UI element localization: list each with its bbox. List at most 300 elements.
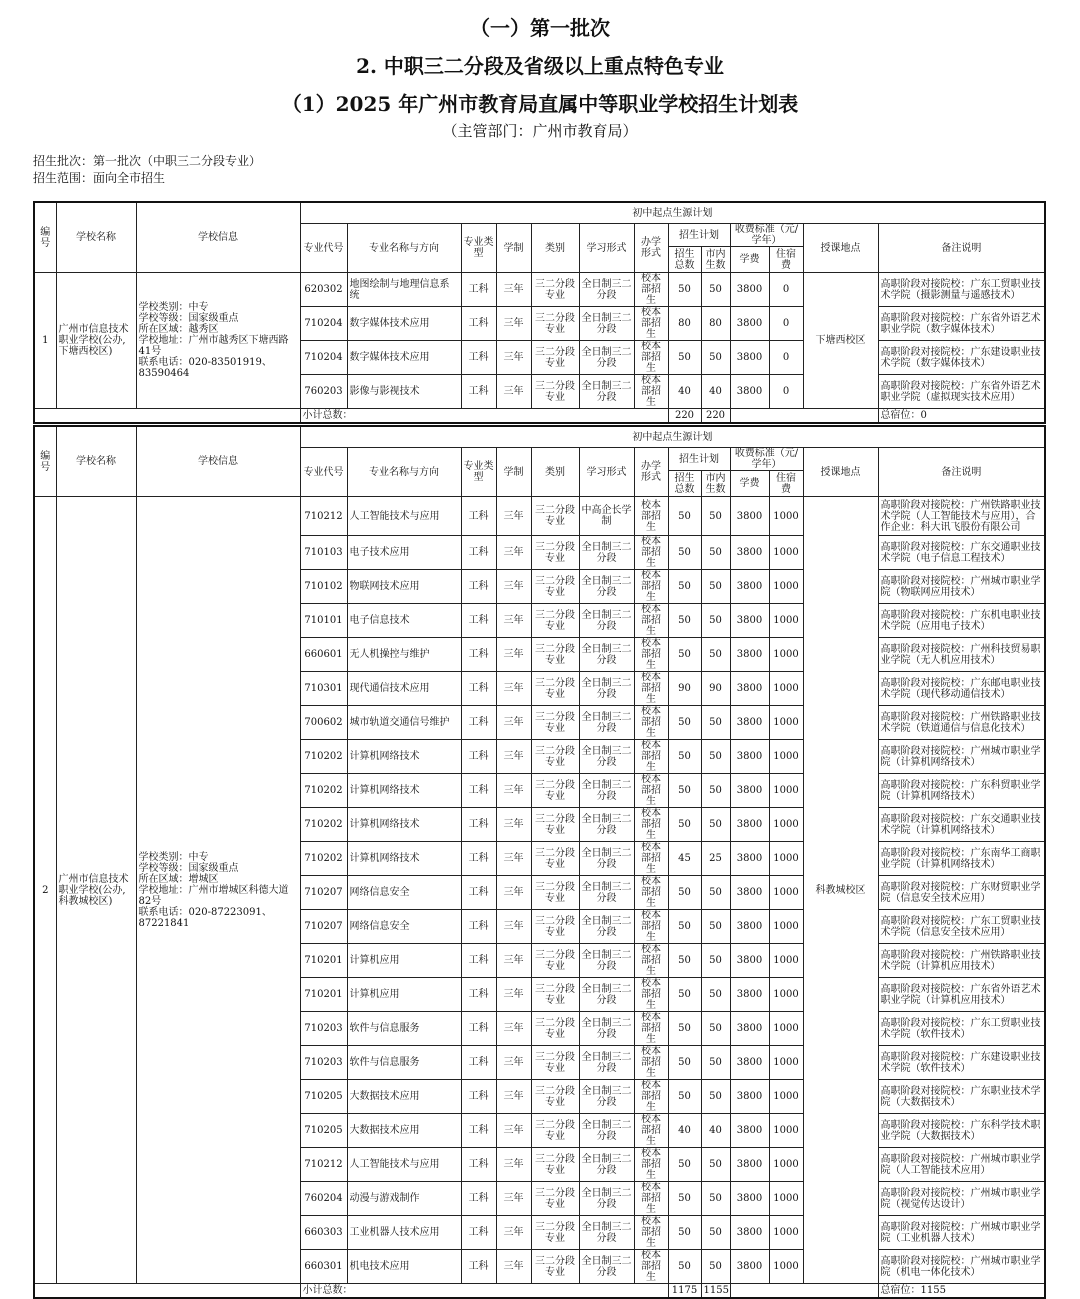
cell-city: 50 — [701, 638, 730, 672]
cell-city: 50 — [701, 740, 730, 774]
cell-city: 50 — [701, 1182, 730, 1216]
col-total: 招生总数 — [668, 247, 701, 273]
cell-dorm: 0 — [769, 375, 803, 409]
cell-duration: 三年 — [496, 497, 531, 536]
cell-mode: 全日制三二分段 — [579, 1216, 634, 1250]
school-info-line: 所在区域：越秀区 — [138, 324, 219, 335]
plan-table-school-2 — [33, 425, 1046, 1299]
cell-city: 50 — [701, 536, 730, 570]
cell-mode: 全日制三二分段 — [579, 944, 634, 978]
cell-total: 50 — [668, 273, 701, 307]
cell-city: 50 — [701, 808, 730, 842]
school-name: 广州市信息技术职业学校(公办,科教城校区) — [56, 497, 136, 1284]
cell-tuition: 3800 — [730, 978, 769, 1012]
cell-tuition: 3800 — [730, 1148, 769, 1182]
col-school-info: 学校信息 — [136, 202, 300, 273]
cell-type: 工科 — [461, 808, 496, 842]
cell-tuition: 3800 — [730, 740, 769, 774]
col-mode: 学习形式 — [579, 224, 634, 273]
cell-code: 710301 — [300, 672, 347, 706]
cell-type: 工科 — [461, 672, 496, 706]
col-dorm: 住宿费 — [769, 471, 803, 497]
cell-major: 影像与影视技术 — [347, 375, 461, 409]
cell-duration: 三年 — [496, 1148, 531, 1182]
cell-total: 50 — [668, 876, 701, 910]
cell-duration: 三年 — [496, 1012, 531, 1046]
cell-type: 工科 — [461, 910, 496, 944]
cell-total: 80 — [668, 307, 701, 341]
cell-tuition: 3800 — [730, 1012, 769, 1046]
cell-code: 710204 — [300, 307, 347, 341]
header-row — [34, 202, 1045, 224]
cell-remarks: 高职阶段对接院校：广州城市职业学院（人工智能技术应用） — [878, 1148, 1045, 1182]
col-dorm: 住宿费 — [769, 247, 803, 273]
cell-tuition: 3800 — [730, 1182, 769, 1216]
col-duration: 学制 — [496, 224, 531, 273]
cell-mode: 全日制三二分段 — [579, 978, 634, 1012]
cell-category: 三二分段专业 — [531, 978, 579, 1012]
cell-type: 工科 — [461, 842, 496, 876]
cell-tuition: 3800 — [730, 307, 769, 341]
cell-run: 校本部招生 — [634, 1012, 668, 1046]
cell-city: 90 — [701, 672, 730, 706]
cell-remarks: 高职阶段对接院校：广州铁路职业技术学院（人工智能技术与应用），合作企业：科大讯飞股份有限公司 — [878, 497, 1045, 536]
cell-type: 工科 — [461, 604, 496, 638]
cell-code: 660301 — [300, 1250, 347, 1284]
cell-total: 50 — [668, 1046, 701, 1080]
cell-type: 工科 — [461, 341, 496, 375]
cell-code: 710202 — [300, 740, 347, 774]
cell-tuition: 3800 — [730, 774, 769, 808]
cell-major: 大数据技术应用 — [347, 1114, 461, 1148]
cell-remarks: 高职阶段对接院校：广东职业技术学院（大数据技术） — [878, 1080, 1045, 1114]
cell-tuition: 3800 — [730, 1080, 769, 1114]
cell-major: 计算机网络技术 — [347, 740, 461, 774]
cell-remarks: 高职阶段对接院校：广东工贸职业技术学院（软件技术） — [878, 1012, 1045, 1046]
cell-run: 校本部招生 — [634, 273, 668, 307]
school-name: 广州市信息技术职业学校(公办,下塘西校区) — [56, 273, 136, 409]
cell-category: 三二分段专业 — [531, 1148, 579, 1182]
cell-remarks: 高职阶段对接院校：广东建设职业技术学院（数字媒体技术） — [878, 341, 1045, 375]
cell-code: 760204 — [300, 1182, 347, 1216]
col-fee-standard: 收费标准（元/学年） — [730, 448, 803, 471]
cell-run: 校本部招生 — [634, 341, 668, 375]
col-remarks: 备注说明 — [878, 448, 1045, 497]
cell-dorm: 1000 — [769, 638, 803, 672]
col-total: 招生总数 — [668, 471, 701, 497]
cell-major: 动漫与游戏制作 — [347, 1182, 461, 1216]
cell-duration: 三年 — [496, 604, 531, 638]
school-info — [136, 497, 300, 1284]
cell-remarks: 高职阶段对接院校：广东交通职业技术学院（电子信息工程技术） — [878, 536, 1045, 570]
cell-dorm: 1000 — [769, 1148, 803, 1182]
col-no: 编号 — [34, 426, 56, 497]
cell-code: 760203 — [300, 375, 347, 409]
subtotal-label: 小计总数： — [300, 1284, 668, 1299]
col-city: 市内生数 — [701, 471, 730, 497]
cell-remarks: 高职阶段对接院校：广州城市职业学院（物联网应用技术） — [878, 570, 1045, 604]
cell-tuition: 3800 — [730, 910, 769, 944]
cell-type: 工科 — [461, 1012, 496, 1046]
cell-mode: 全日制三二分段 — [579, 706, 634, 740]
cell-duration: 三年 — [496, 910, 531, 944]
cell-mode: 全日制三二分段 — [579, 910, 634, 944]
col-type: 专业类型 — [461, 448, 496, 497]
cell-major: 计算机应用 — [347, 978, 461, 1012]
cell-dorm: 1000 — [769, 1114, 803, 1148]
cell-type: 工科 — [461, 273, 496, 307]
col-no: 编号 — [34, 202, 56, 273]
col-campus: 授课地点 — [803, 448, 878, 497]
cell-major: 数字媒体技术应用 — [347, 307, 461, 341]
cell-remarks: 高职阶段对接院校：广东省外语艺术职业学院（计算机应用技术） — [878, 978, 1045, 1012]
col-category: 类别 — [531, 224, 579, 273]
scope-line: 招生范围：面向全市招生 — [33, 171, 166, 185]
cell-run: 校本部招生 — [634, 497, 668, 536]
cell-city: 50 — [701, 273, 730, 307]
col-enroll-plan: 招生计划 — [668, 448, 730, 471]
cell-type: 工科 — [461, 740, 496, 774]
cell-run: 校本部招生 — [634, 1250, 668, 1284]
cell-category: 三二分段专业 — [531, 1216, 579, 1250]
cell-tuition: 3800 — [730, 808, 769, 842]
cell-city: 50 — [701, 1250, 730, 1284]
subtotal-row — [34, 1284, 1045, 1299]
cell-mode: 全日制三二分段 — [579, 1182, 634, 1216]
cell-category: 三二分段专业 — [531, 604, 579, 638]
cell-city: 80 — [701, 307, 730, 341]
col-mode: 学习形式 — [579, 448, 634, 497]
cell-category: 三二分段专业 — [531, 307, 579, 341]
col-school-name: 学校名称 — [56, 426, 136, 497]
cell-code: 710207 — [300, 876, 347, 910]
cell-dorm: 1000 — [769, 706, 803, 740]
subtotal-city: 1155 — [701, 1284, 730, 1299]
cell-total: 50 — [668, 1012, 701, 1046]
cell-remarks: 高职阶段对接院校：广东交通职业技术学院（计算机网络技术） — [878, 808, 1045, 842]
cell-code: 710207 — [300, 910, 347, 944]
cell-total: 40 — [668, 1114, 701, 1148]
cell-dorm: 0 — [769, 341, 803, 375]
cell-run: 校本部招生 — [634, 1148, 668, 1182]
cell-type: 工科 — [461, 570, 496, 604]
cell-category: 三二分段专业 — [531, 273, 579, 307]
cell-duration: 三年 — [496, 341, 531, 375]
table-title: （1）2025 年广州市教育局直属中等职业学校招生计划表 — [281, 92, 799, 116]
col-code: 专业代号 — [300, 224, 347, 273]
school-info — [136, 273, 300, 409]
cell-remarks: 高职阶段对接院校：广州铁路职业技术学院（计算机应用技术） — [878, 944, 1045, 978]
cell-total: 50 — [668, 978, 701, 1012]
cell-tuition: 3800 — [730, 341, 769, 375]
cell-duration: 三年 — [496, 570, 531, 604]
cell-run: 校本部招生 — [634, 1080, 668, 1114]
cell-tuition: 3800 — [730, 497, 769, 536]
cell-mode: 全日制三二分段 — [579, 842, 634, 876]
cell-tuition: 3800 — [730, 1250, 769, 1284]
col-category: 类别 — [531, 448, 579, 497]
cell-total: 50 — [668, 638, 701, 672]
cell-code: 710203 — [300, 1012, 347, 1046]
cell-category: 三二分段专业 — [531, 740, 579, 774]
cell-remarks: 高职阶段对接院校：广东省外语艺术职业学院（数字媒体技术） — [878, 307, 1045, 341]
cell-duration: 三年 — [496, 740, 531, 774]
cell-category: 三二分段专业 — [531, 842, 579, 876]
cell-type: 工科 — [461, 1250, 496, 1284]
cell-major: 物联网技术应用 — [347, 570, 461, 604]
cell-run: 校本部招生 — [634, 876, 668, 910]
cell-remarks: 高职阶段对接院校：广东工贸职业技术学院（信息安全技术应用） — [878, 910, 1045, 944]
table-row — [34, 497, 1045, 536]
cell-tuition: 3800 — [730, 1046, 769, 1080]
cell-remarks: 高职阶段对接院校：广东省外语艺术职业学院（虚拟现实技术应用） — [878, 375, 1045, 409]
cell-category: 三二分段专业 — [531, 944, 579, 978]
cell-dorm: 1000 — [769, 910, 803, 944]
cell-tuition: 3800 — [730, 570, 769, 604]
cell-run: 校本部招生 — [634, 706, 668, 740]
cell-mode: 全日制三二分段 — [579, 1046, 634, 1080]
cell-run: 校本部招生 — [634, 1182, 668, 1216]
cell-tuition: 3800 — [730, 375, 769, 409]
cell-code: 710101 — [300, 604, 347, 638]
cell-code: 620302 — [300, 273, 347, 307]
cell-total: 50 — [668, 774, 701, 808]
cell-type: 工科 — [461, 497, 496, 536]
cell-dorm: 1000 — [769, 672, 803, 706]
cell-mode: 全日制三二分段 — [579, 273, 634, 307]
cell-remarks: 高职阶段对接院校：广东邮电职业技术学院（现代移动通信技术） — [878, 672, 1045, 706]
cell-dorm: 0 — [769, 273, 803, 307]
cell-remarks: 高职阶段对接院校：广州科技贸易职业学院（无人机应用技术） — [878, 638, 1045, 672]
cell-type: 工科 — [461, 307, 496, 341]
cell-duration: 三年 — [496, 307, 531, 341]
cell-major: 计算机网络技术 — [347, 808, 461, 842]
campus: 科教城校区 — [803, 497, 878, 1284]
cell-tuition: 3800 — [730, 706, 769, 740]
subtotal-city: 220 — [701, 409, 730, 424]
cell-major: 电子技术应用 — [347, 536, 461, 570]
cell-category: 三二分段专业 — [531, 1182, 579, 1216]
col-run: 办学形式 — [634, 224, 668, 273]
cell-total: 50 — [668, 1148, 701, 1182]
cell-mode: 全日制三二分段 — [579, 1080, 634, 1114]
cell-category: 三二分段专业 — [531, 1012, 579, 1046]
cell-duration: 三年 — [496, 1182, 531, 1216]
cell-city: 50 — [701, 978, 730, 1012]
cell-remarks: 高职阶段对接院校：广州城市职业学院（视觉传达设计） — [878, 1182, 1045, 1216]
cell-dorm: 1000 — [769, 536, 803, 570]
cell-duration: 三年 — [496, 1080, 531, 1114]
cell-dorm: 1000 — [769, 944, 803, 978]
cell-total: 50 — [668, 341, 701, 375]
cell-total: 50 — [668, 910, 701, 944]
cell-tuition: 3800 — [730, 536, 769, 570]
cell-run: 校本部招生 — [634, 375, 668, 409]
cell-major: 地图绘制与地理信息系统 — [347, 273, 461, 307]
campus: 下塘西校区 — [803, 273, 878, 409]
subtotal-label: 小计总数： — [300, 409, 668, 424]
col-tuition: 学费 — [730, 247, 769, 273]
cell-city: 40 — [701, 1114, 730, 1148]
cell-duration: 三年 — [496, 774, 531, 808]
cell-dorm: 1000 — [769, 1046, 803, 1080]
cell-mode: 全日制三二分段 — [579, 536, 634, 570]
cell-mode: 全日制三二分段 — [579, 1012, 634, 1046]
col-plan-group: 初中起点生源计划 — [300, 202, 1045, 224]
cell-dorm: 1000 — [769, 570, 803, 604]
table-row — [34, 273, 1045, 307]
school-info-line: 联系电话：020-83501919、83590464 — [138, 357, 272, 379]
cell-mode: 全日制三二分段 — [579, 1250, 634, 1284]
cell-tuition: 3800 — [730, 1216, 769, 1250]
cell-total: 50 — [668, 497, 701, 536]
cell-category: 三二分段专业 — [531, 638, 579, 672]
cell-type: 工科 — [461, 1080, 496, 1114]
cell-city: 25 — [701, 842, 730, 876]
cell-total: 50 — [668, 740, 701, 774]
cell-major: 无人机操控与维护 — [347, 638, 461, 672]
cell-tuition: 3800 — [730, 604, 769, 638]
cell-dorm: 1000 — [769, 1182, 803, 1216]
cell-mode: 全日制三二分段 — [579, 604, 634, 638]
cell-city: 50 — [701, 604, 730, 638]
cell-major: 软件与信息服务 — [347, 1046, 461, 1080]
cell-category: 三二分段专业 — [531, 774, 579, 808]
cell-dorm: 1000 — [769, 978, 803, 1012]
cell-total: 45 — [668, 842, 701, 876]
col-type: 专业类型 — [461, 224, 496, 273]
category-heading: 2. 中职三二分段及省级以上重点特色专业 — [356, 54, 724, 78]
cell-duration: 三年 — [496, 842, 531, 876]
cell-major: 数字媒体技术应用 — [347, 341, 461, 375]
cell-type: 工科 — [461, 944, 496, 978]
cell-run: 校本部招生 — [634, 307, 668, 341]
cell-city: 50 — [701, 706, 730, 740]
cell-remarks: 高职阶段对接院校：广州城市职业学院（工业机器人技术） — [878, 1216, 1045, 1250]
cell-dorm: 1000 — [769, 1216, 803, 1250]
dorm-total: 总宿位：0 — [878, 409, 1045, 424]
school-no: 2 — [34, 497, 56, 1284]
cell-mode: 全日制三二分段 — [579, 774, 634, 808]
cell-remarks: 高职阶段对接院校：广东机电职业技术学院（应用电子技术） — [878, 604, 1045, 638]
cell-type: 工科 — [461, 1114, 496, 1148]
cell-type: 工科 — [461, 1216, 496, 1250]
cell-major: 现代通信技术应用 — [347, 672, 461, 706]
cell-code: 710202 — [300, 842, 347, 876]
cell-city: 50 — [701, 1080, 730, 1114]
school-info-line: 学校等级：国家级重点 — [138, 313, 239, 324]
cell-city: 50 — [701, 1148, 730, 1182]
cell-tuition: 3800 — [730, 672, 769, 706]
cell-duration: 三年 — [496, 706, 531, 740]
cell-total: 50 — [668, 604, 701, 638]
cell-run: 校本部招生 — [634, 740, 668, 774]
school-info-line: 学校类别：中专 — [138, 302, 209, 313]
cell-type: 工科 — [461, 706, 496, 740]
cell-major: 人工智能技术与应用 — [347, 497, 461, 536]
cell-dorm: 1000 — [769, 1012, 803, 1046]
cell-category: 三二分段专业 — [531, 876, 579, 910]
cell-type: 工科 — [461, 876, 496, 910]
cell-type: 工科 — [461, 638, 496, 672]
cell-mode: 全日制三二分段 — [579, 1114, 634, 1148]
cell-total: 50 — [668, 536, 701, 570]
cell-mode: 全日制三二分段 — [579, 876, 634, 910]
cell-code: 660303 — [300, 1216, 347, 1250]
col-tuition: 学费 — [730, 471, 769, 497]
col-school-name: 学校名称 — [56, 202, 136, 273]
cell-run: 校本部招生 — [634, 1114, 668, 1148]
cell-mode: 全日制三二分段 — [579, 740, 634, 774]
cell-mode: 全日制三二分段 — [579, 307, 634, 341]
cell-major: 城市轨道交通信号维护 — [347, 706, 461, 740]
cell-category: 三二分段专业 — [531, 1250, 579, 1284]
cell-city: 50 — [701, 341, 730, 375]
cell-remarks: 高职阶段对接院校：广东建设职业技术学院（软件技术） — [878, 1046, 1045, 1080]
cell-mode: 全日制三二分段 — [579, 570, 634, 604]
cell-code: 710201 — [300, 944, 347, 978]
cell-mode: 全日制三二分段 — [579, 1148, 634, 1182]
cell-mode: 全日制三二分段 — [579, 375, 634, 409]
cell-type: 工科 — [461, 1148, 496, 1182]
batch-line: 招生批次：第一批次（中职三二分段专业） — [33, 154, 262, 168]
cell-duration: 三年 — [496, 375, 531, 409]
cell-total: 50 — [668, 706, 701, 740]
cell-total: 50 — [668, 570, 701, 604]
cell-total: 50 — [668, 1182, 701, 1216]
cell-mode: 全日制三二分段 — [579, 808, 634, 842]
cell-code: 710205 — [300, 1080, 347, 1114]
col-plan-group: 初中起点生源计划 — [300, 426, 1045, 448]
cell-dorm: 1000 — [769, 1080, 803, 1114]
cell-category: 三二分段专业 — [531, 570, 579, 604]
col-city: 市内生数 — [701, 247, 730, 273]
cell-dorm: 1000 — [769, 1250, 803, 1284]
cell-duration: 三年 — [496, 978, 531, 1012]
col-enroll-plan: 招生计划 — [668, 224, 730, 247]
cell-dorm: 1000 — [769, 808, 803, 842]
school-info-line: 学校地址：广州市越秀区下塘西路41号 — [138, 335, 289, 357]
plan-table-school-1 — [33, 201, 1046, 424]
cell-total: 50 — [668, 1250, 701, 1284]
cell-major: 机电技术应用 — [347, 1250, 461, 1284]
cell-mode: 全日制三二分段 — [579, 341, 634, 375]
cell-dorm: 1000 — [769, 774, 803, 808]
cell-mode: 全日制三二分段 — [579, 638, 634, 672]
cell-code: 710205 — [300, 1114, 347, 1148]
col-fee-standard: 收费标准（元/学年） — [730, 224, 803, 247]
cell-city: 50 — [701, 1046, 730, 1080]
col-duration: 学制 — [496, 448, 531, 497]
cell-major: 电子信息技术 — [347, 604, 461, 638]
cell-duration: 三年 — [496, 273, 531, 307]
cell-code: 710203 — [300, 1046, 347, 1080]
col-campus: 授课地点 — [803, 224, 878, 273]
cell-mode: 中高企长学制 — [579, 497, 634, 536]
cell-city: 40 — [701, 375, 730, 409]
col-code: 专业代号 — [300, 448, 347, 497]
dorm-total: 总宿位：1155 — [878, 1284, 1045, 1299]
cell-category: 三二分段专业 — [531, 497, 579, 536]
cell-run: 校本部招生 — [634, 978, 668, 1012]
cell-duration: 三年 — [496, 536, 531, 570]
cell-remarks: 高职阶段对接院校：广东财贸职业学院（信息安全技术应用） — [878, 876, 1045, 910]
school-info-line: 学校地址：广州市增城区科德大道82号 — [138, 884, 289, 907]
cell-tuition: 3800 — [730, 638, 769, 672]
cell-city: 50 — [701, 497, 730, 536]
cell-major: 网络信息安全 — [347, 910, 461, 944]
cell-category: 三二分段专业 — [531, 536, 579, 570]
